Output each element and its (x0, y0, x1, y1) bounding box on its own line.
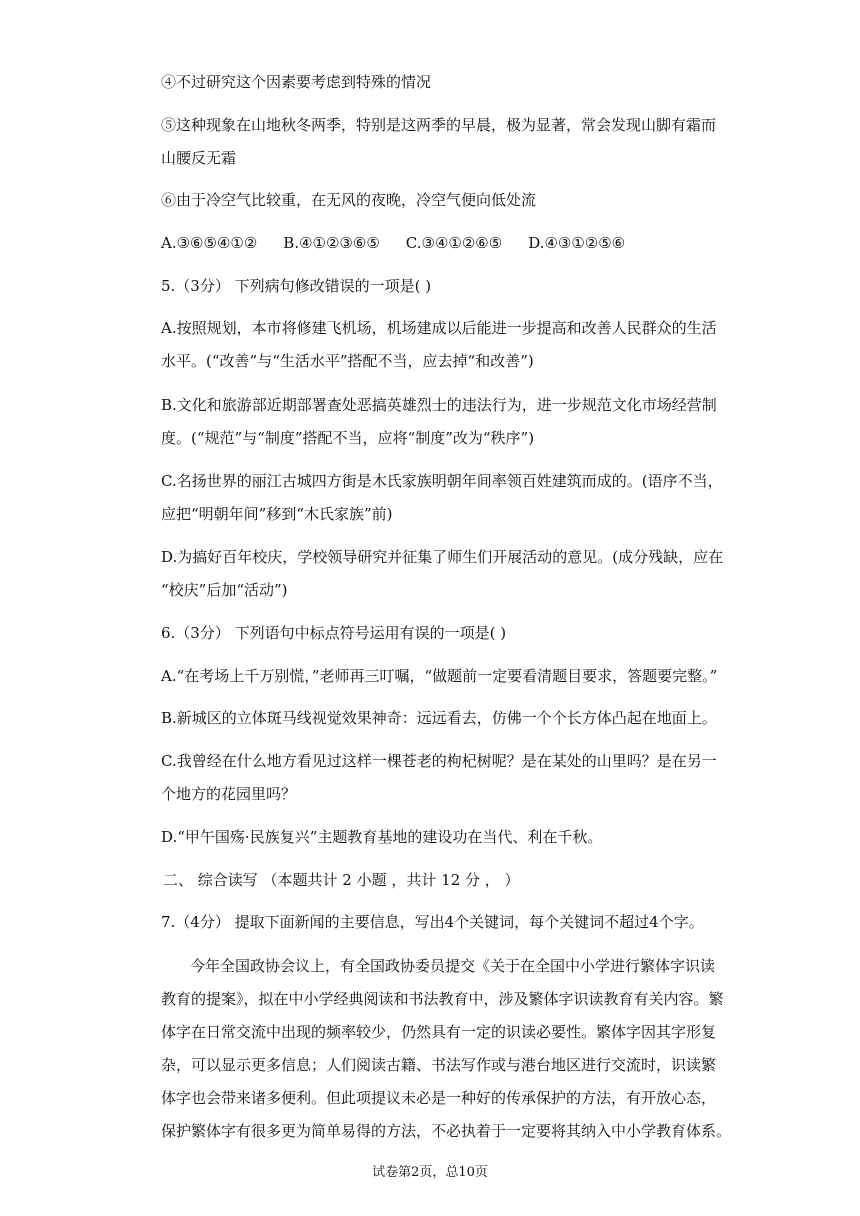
option-d: D.④③①②⑤⑥ (528, 234, 626, 252)
question-4-options (161, 233, 625, 253)
question-7-stem: 7.（4分） 提取下面新闻的主要信息，写出4个关键词，每个关键词不超过4个字。 (161, 913, 704, 931)
option-a: A.③⑥⑤④①② (161, 234, 258, 252)
sentence-4: ④不过研究这个因素要考虑到特殊的情况 (161, 73, 432, 91)
question-5-stem: 5.（3分） 下列病句修改错误的一项是( ) (161, 277, 432, 295)
news-paragraph-line-6: 保护繁体字有很多更为简单易得的方法，不必执着于一定要将其纳入中小学教育体系。 (161, 1122, 732, 1140)
news-paragraph-line-1: 今年全国政协会议上，有全国政协委员提交《关于在全国中小学进行繁体字识读 (190, 957, 716, 975)
question-5-option-a-line-1: A.按照规划，本市将修建飞机场，机场建成以后能进一步提高和改善人民群众的生活 (161, 319, 717, 337)
question-5-option-b-line-1: B.文化和旅游部近期部署查处恶搞英雄烈士的违法行为，进一步规范文化市场经营制 (161, 396, 717, 414)
question-5-option-a-line-2: 水平。(“改善”与“生活水平”搭配不当，应去掉“和改善”) (161, 352, 534, 370)
option-c: C.③④①②⑥⑤ (405, 234, 503, 252)
sentence-6: ⑥由于冷空气比较重，在无风的夜晚，冷空气便向低处流 (161, 191, 537, 209)
question-5-option-c-line-1: C.名扬世界的丽江古城四方街是木氏家族明朝年间率领百姓建筑而成的。(语序不当， (161, 472, 723, 490)
question-6-option-a: A.“在考场上千万别慌，”老师再三叮嘱，“做题前一定要看清题目要求，答题要完整。” (161, 667, 718, 685)
question-5-option-d-line-2: “校庆”后加“活动”) (161, 581, 288, 599)
section-2-heading: 二、 综合读写 （本题共计 2 小题 ，共计 12 分 ， ） (163, 871, 520, 889)
question-5-option-b-line-2: 度。(“规范”与“制度”搭配不当，应将“制度”改为“秩序”) (161, 429, 535, 447)
sentence-5-line-2: 山腰反无霜 (161, 149, 237, 167)
news-paragraph-line-2: 教育的提案》，拟在中小学经典阅读和书法教育中，涉及繁体字识读教育有关内容。繁 (161, 990, 724, 1008)
question-5-option-d-line-1: D.为搞好百年校庆，学校领导研究并征集了师生们开展活动的意见。(成分残缺，应在 (161, 548, 724, 566)
question-6-option-d: D.“甲午国殇·民族复兴”主题教育基地的建设功在当代、利在千秋。 (161, 828, 603, 846)
option-b: B.④①②③⑥⑤ (283, 234, 380, 252)
news-paragraph-line-4: 杂，可以显示更多信息；人们阅读古籍、书法写作或与港台地区进行交流时，识读繁 (161, 1056, 717, 1074)
news-paragraph-line-5: 体字也会带来诸多便利。但此项提议未必是一种好的传承保护的方法，有开放心态， (161, 1089, 717, 1107)
news-paragraph-line-3: 体字在日常交流中出现的频率较少，仍然具有一定的识读必要性。繁体字因其字形复 (161, 1023, 717, 1041)
page-footer: 试卷第2页，总10页 (372, 1165, 488, 1180)
question-6-stem: 6.（3分） 下列语句中标点符号运用有误的一项是( ) (161, 624, 507, 642)
question-6-option-b: B.新城区的立体斑马线视觉效果神奇：远远看去，仿佛一个个长方体凸起在地面上。 (161, 709, 717, 727)
question-6-option-c-line-2: 个地方的花园里吗？ (161, 785, 297, 803)
question-5-option-c-line-2: 应把“明朝年间”移到“木氏家族”前) (161, 505, 393, 523)
sentence-5-line-1: ⑤这种现象在山地秋冬两季，特别是这两季的早晨，极为显著，常会发现山脚有霜而 (161, 116, 717, 134)
question-6-option-c-line-1: C.我曾经在什么地方看见过这样一棵苍老的枸杞树呢？是在某处的山里吗？是在另一 (161, 752, 717, 770)
